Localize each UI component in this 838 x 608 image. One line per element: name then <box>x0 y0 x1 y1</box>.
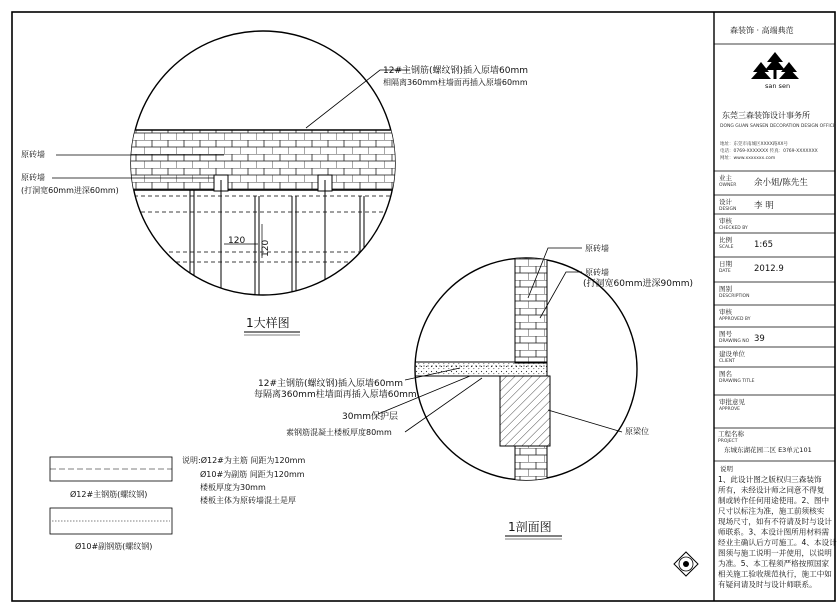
note-line: 图须与施工说明一并使用，以说明 <box>718 548 832 558</box>
field-label: 图号 <box>719 330 732 338</box>
project-value: 东城东湖花园二区 E3单元101 <box>724 446 812 454</box>
field-value: 39 <box>754 334 765 344</box>
label-cover: 30mm保护层 <box>342 412 398 422</box>
note-line: 所有，未经设计师之同意不得复 <box>718 485 825 495</box>
note-line: 有疑问请及时与设计师联系。 <box>718 580 817 589</box>
legend-line-3: 楼板厚度为30mm <box>200 483 266 492</box>
field-sub: DRAWING NO <box>719 339 750 344</box>
label-wall-line2-1: (打洞宽60mm进深60mm) <box>21 186 119 195</box>
field-sub: OWNER <box>719 183 737 188</box>
logo-text: san sen <box>765 82 791 90</box>
contact-line-3: 网址：www.xxxxxxx.com <box>720 156 776 161</box>
dim-horizontal-120: 120 <box>228 236 246 246</box>
note-line: 1、此设计图之版权归三森装饰 <box>718 475 822 484</box>
detail-1-title: 1大样图 <box>246 316 290 330</box>
note-line: 师联系。3、本设计图所用材料需 <box>718 527 830 537</box>
field-value: 1:65 <box>754 240 774 250</box>
legend-line-4: 楼板主体为原砖墙混土是厚 <box>200 496 296 505</box>
label-wall-line1-1: 原砖墙 <box>21 173 45 182</box>
note-line: 现场尺寸，如有不符请及时与设计 <box>718 517 832 526</box>
label-wall-line2-2: (打洞宽60mm进深90mm) <box>583 279 693 289</box>
field-sub: DATE <box>719 269 731 274</box>
field-value: 李 明 <box>754 201 774 211</box>
field-label: 日期 <box>719 260 732 268</box>
note-line: 制或转作任何用途使用。2、图中 <box>718 496 830 505</box>
bar-a-label: Ø12#主钢筋(螺纹钢) <box>70 490 148 499</box>
dim-vertical-120: 120 <box>261 239 271 257</box>
field-label: 设计 <box>719 198 732 206</box>
field-label: 业主 <box>719 174 732 182</box>
field-sub: CHECKED BY <box>719 226 748 231</box>
field-sub: DESCRIPTION <box>719 294 750 299</box>
callout-a-line2: 相隔离360mm柱墙面再插入原墙60mm <box>383 78 528 87</box>
company-top: 森装饰 · 高端典范 <box>730 26 794 35</box>
contact-line-2: 电话：0769-XXXXXXX 传真：0769-XXXXXXX <box>720 149 818 154</box>
project-label: 工程名称 <box>718 430 744 438</box>
field-sub: APPROVE <box>719 407 741 412</box>
callout-a-line1: 12#主钢筋(螺纹钢)插入原墙60mm <box>383 66 529 76</box>
field-label: 比例 <box>719 236 732 244</box>
legend-line-1: 说明:Ø12#为主筋 间距为120mm <box>182 456 306 465</box>
callout-b-line1: 12#主钢筋(螺纹钢)插入原墙60mm <box>258 379 404 389</box>
note-line: 相关施工验收规范执行，施工中如 <box>718 569 832 579</box>
note-line: 经业主确认后方可施工。4、本设计 <box>718 538 837 547</box>
field-label: 图别 <box>719 285 732 293</box>
field-label: 审批意见 <box>719 398 745 406</box>
notes-block <box>718 474 837 589</box>
label-original-wall-1: 原砖墙 <box>21 150 45 159</box>
field-value: 2012.9 <box>754 264 784 274</box>
field-label: 审核 <box>719 308 732 316</box>
label-beam: 原梁位 <box>625 427 649 436</box>
label-original-wall-2: 原砖墙 <box>585 244 609 253</box>
legend-line-2: Ø10#为副筋 间距为120mm <box>200 470 305 479</box>
field-label: 审核 <box>719 217 732 225</box>
field-sub: APPROVED BY <box>719 317 751 322</box>
label-wall-line1-2: 原砖墙 <box>585 268 609 277</box>
note-line: 为准。5、本工程须严格按照国家 <box>718 559 830 568</box>
note-line: 尺寸以标注为准，施工前须核实 <box>718 506 825 516</box>
field-label: 图名 <box>719 370 732 378</box>
bar-b-label: Ø10#副钢筋(螺纹钢) <box>75 542 153 551</box>
field-sub: DESIGN <box>719 207 737 212</box>
label-slab: 素钢筋混凝土楼板厚度80mm <box>286 428 392 437</box>
contact-line-1: 地址：东莞市南城区XXXX路XX号 <box>720 142 788 147</box>
detail-2-title: 1剖面图 <box>508 520 552 534</box>
project-sub: PROJECT <box>718 439 738 444</box>
notes-title: 说明 <box>720 465 733 473</box>
field-label: 建设单位 <box>719 350 745 358</box>
company-en: DONG GUAN SANSEN DECORATION DESIGN OFFICE <box>720 124 836 129</box>
field-sub: CLIENT <box>719 359 735 364</box>
field-sub: SCALE <box>719 245 734 250</box>
field-sub: DRAWING TITLE <box>719 379 755 384</box>
callout-b-line2: 每隔离360mm柱墙面再插入原墙60mm <box>254 390 417 400</box>
company-name: 东莞三森装饰设计事务所 <box>722 111 810 120</box>
field-value: 余小姐/陈先生 <box>754 178 808 188</box>
